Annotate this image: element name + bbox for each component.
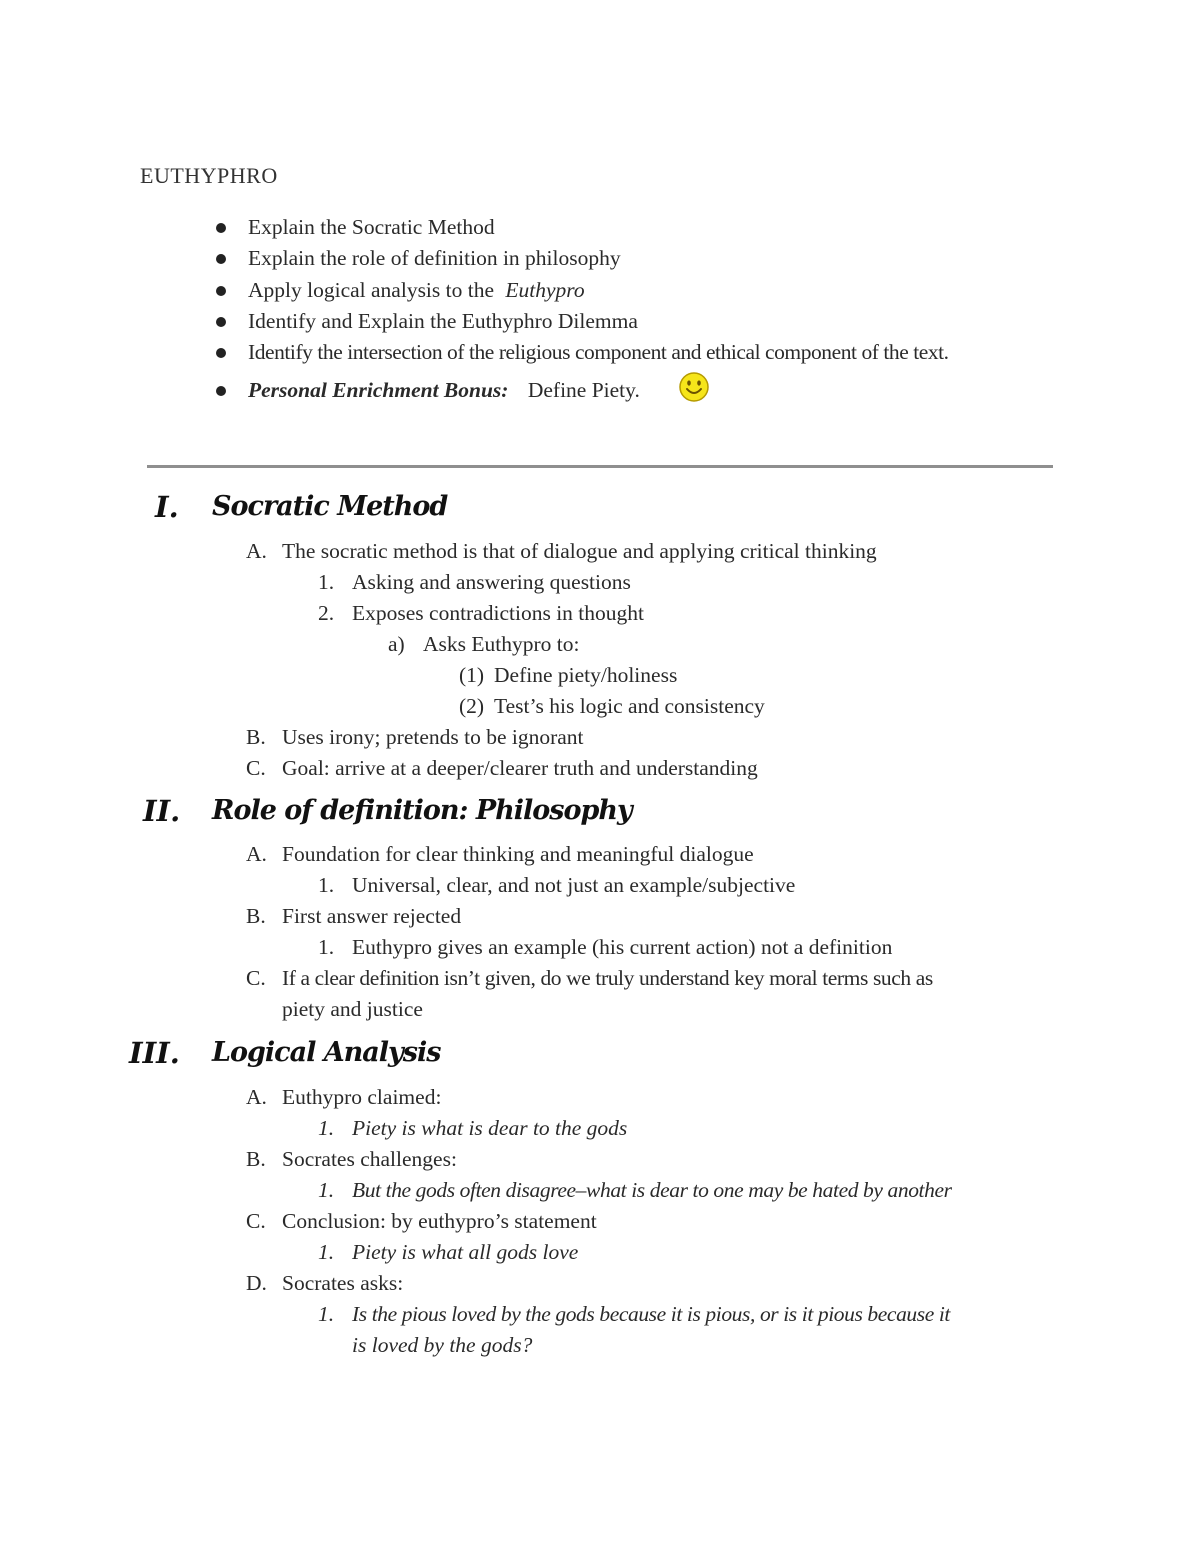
outline-text: Asking and answering questions [352,570,631,594]
outline-marker: (2) [459,694,485,718]
outline-text: Euthypro gives an example (his current action) not a definition [352,935,893,959]
outline-marker: 1. [318,1302,335,1326]
outline-marker: A. [246,842,267,866]
outline-text: Socrates challenges: [282,1147,457,1171]
bullet-dot [216,317,226,327]
outline-marker: 1. [318,1178,335,1202]
outline-marker: C. [246,1209,266,1233]
outline-marker: B. [246,1147,266,1171]
outline-marker: D. [246,1271,267,1295]
objective-item: Explain the Socratic Method [248,215,495,239]
outline-text: Foundation for clear thinking and meaningful dialogue [282,842,754,866]
smiley-face-icon [678,371,710,403]
outline-text: Universal, clear, and not just an example/subjective [352,873,796,897]
document-title: EUTHYPHRO [140,163,278,188]
outline-marker: 1. [318,570,335,594]
outline-text: Exposes contradictions in thought [352,601,645,625]
bullet-dot [216,223,226,233]
outline-text: The socratic method is that of dialogue and applying critical thinking [282,539,877,563]
objective-italic-title: Euthypro [505,278,585,302]
outline-marker: (1) [459,663,485,687]
outline-marker: B. [246,725,266,749]
outline-marker: C. [246,756,266,780]
outline-text: is loved by the gods? [352,1333,533,1357]
objective-item: Identify the intersection of the religious component and ethical component of the text. [248,340,949,364]
outline-text: Define piety/holiness [494,663,678,687]
bullet-dot [216,386,226,396]
outline-text: piety and justice [282,997,423,1021]
section-heading: Role of definition: Philosophy [212,795,632,826]
section-heading: Logical Analysis [212,1037,441,1068]
objective-text: Apply logical analysis to the [248,278,495,302]
outline-text: Conclusion: by euthypro’s statement [282,1209,597,1233]
section-number: I. [155,490,179,524]
outline-text: First answer rejected [282,904,462,928]
objective-item: Explain the role of definition in philosophy [248,246,621,270]
bonus-item [248,376,640,404]
bonus-label: Personal Enrichment Bonus: [248,378,509,402]
outline-marker: C. [246,966,266,990]
outline-marker: A. [246,1085,267,1109]
outline-text: Asks Euthypro to: [423,632,580,656]
outline-text: But the gods often disagree–what is dear to one may be hated by another [352,1178,952,1202]
bullet-dot [216,286,226,296]
outline-marker: B. [246,904,266,928]
outline-marker: 2. [318,601,335,625]
outline-marker: A. [246,539,267,563]
outline-text: Is the pious loved by the gods because it is pious, or is it pious because it [352,1302,951,1326]
horizontal-rule [147,465,1053,468]
objective-item: Identify and Explain the Euthyphro Dilemma [248,309,638,333]
outline-text: Goal: arrive at a deeper/clearer truth and understanding [282,756,758,780]
outline-marker: 1. [318,873,335,897]
outline-text: If a clear definition isn’t given, do we truly understand key moral terms such as [282,966,933,990]
outline-text: Piety is what all gods love [352,1240,579,1264]
outline-text: Socrates asks: [282,1271,404,1295]
objective-item [248,276,585,304]
section-number: II. [143,794,181,828]
outline-text: Test’s his logic and consistency [494,694,765,718]
bonus-text: Define Piety. [527,378,640,402]
bullet-dot [216,348,226,358]
section-number: III. [129,1036,180,1070]
bullet-dot [216,254,226,264]
outline-marker: 1. [318,935,335,959]
section-heading: Socratic Method [212,491,448,522]
outline-marker: a) [388,632,405,656]
outline-text: Piety is what is dear to the gods [352,1116,628,1140]
outline-marker: 1. [318,1116,335,1140]
outline-text: Uses irony; pretends to be ignorant [282,725,584,749]
outline-marker: 1. [318,1240,335,1264]
outline-text: Euthypro claimed: [282,1085,442,1109]
